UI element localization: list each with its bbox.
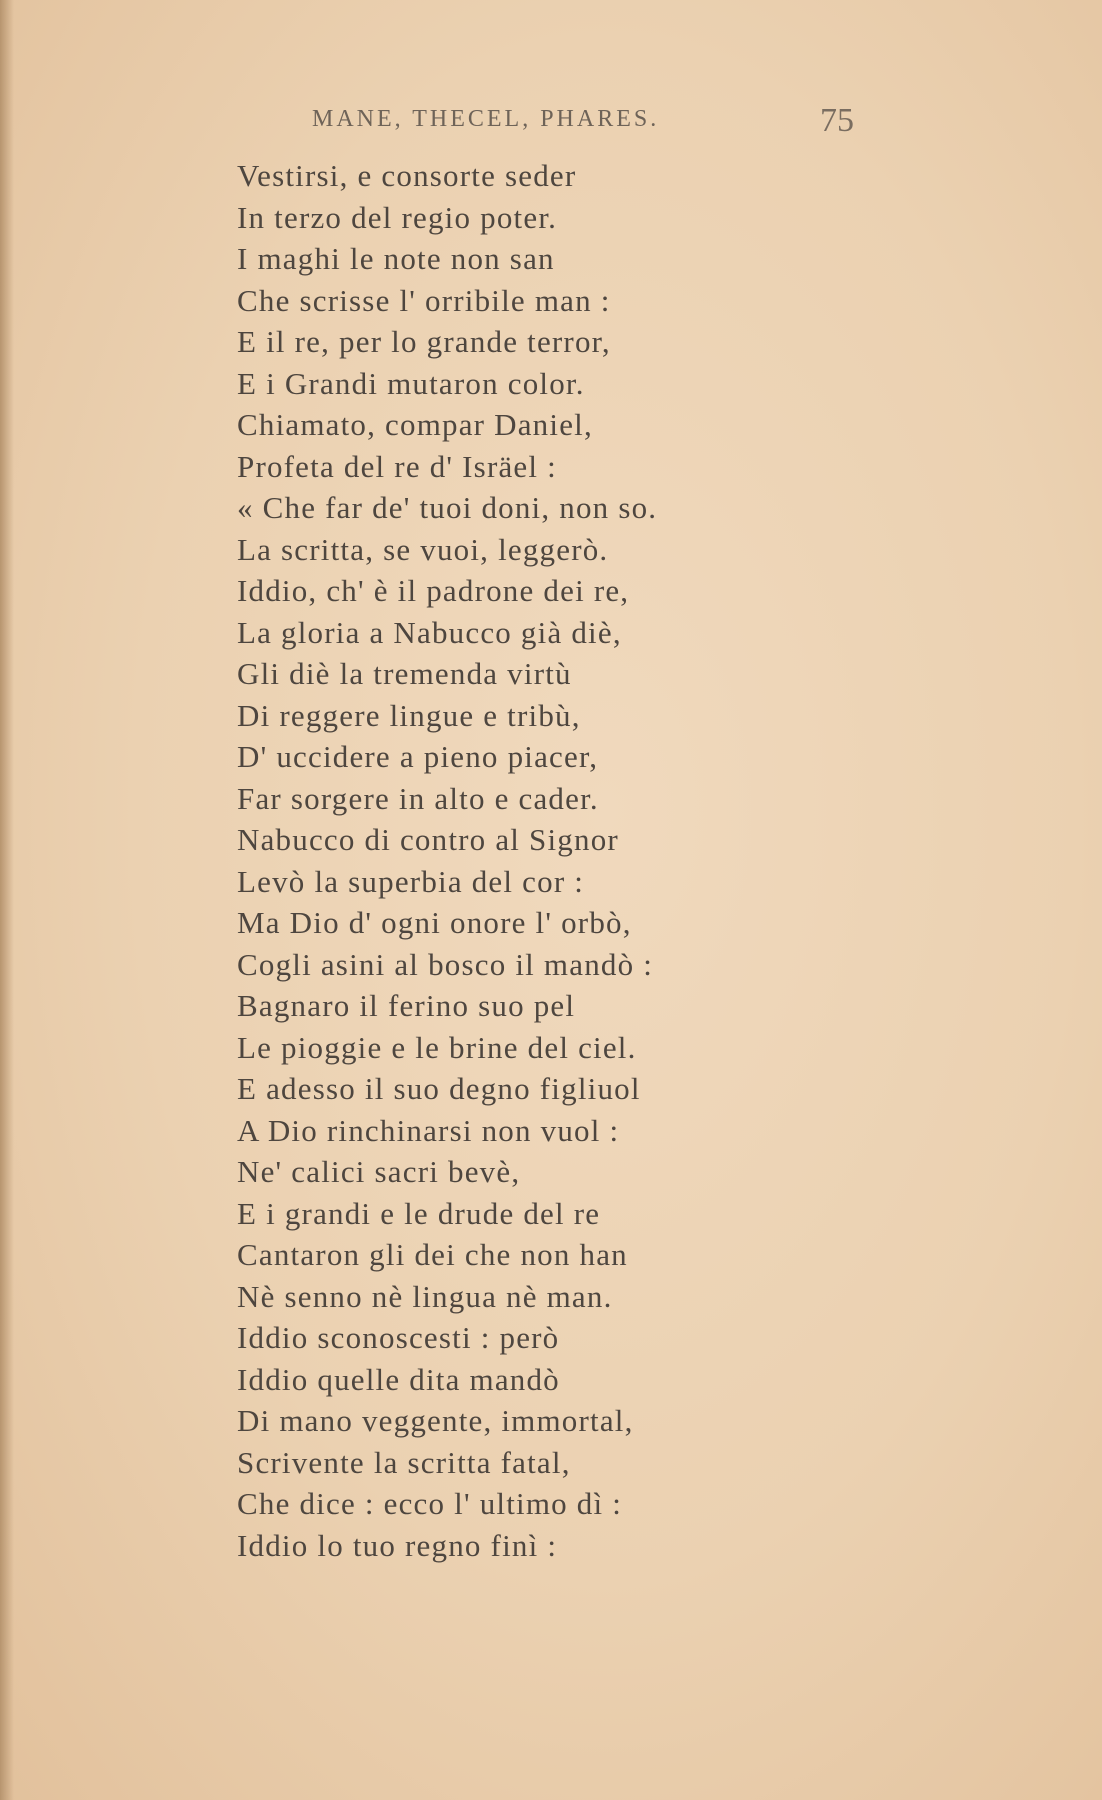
verse-line: Profeta del re d' Isräel : [237,448,557,484]
running-title: MANE, THECEL, PHARES. [312,106,660,132]
verse-line: E il re, per lo grande terror, [237,324,611,359]
verse-line: Le pioggie e le brine del ciel. [237,1029,637,1065]
spine-shadow [0,0,14,1800]
verse-line: Far sorgere in alto e cader. [237,780,599,816]
verse-line: Ne' calici sacri bevè, [237,1154,521,1189]
verse-line: Cantaron gli dei che non han [237,1237,628,1272]
verse-line: Che dice : ecco l' ultimo dì : [237,1486,623,1521]
poem-text [237,155,997,1566]
verse-line: D' uccidere a pieno piacer, [237,739,599,774]
verse-line: Iddio, ch' è il padrone dei re, [237,573,630,608]
verse-line: E i Grandi mutaron color. [237,365,585,401]
verse-line: Cogli asini al bosco il mandò : [237,946,654,982]
verse-line: A Dio rinchinarsi non vuol : [237,1112,620,1148]
verse-line: La scritta, se vuoi, leggerò. [237,531,609,567]
verse-line: Levò la superbia del cor : [237,863,585,899]
verse-line: E i grandi e le drude del re [237,1195,601,1231]
verse-line: « Che far de' tuoi doni, non so. [237,490,658,525]
verse-line: La gloria a Nabucco già diè, [237,614,622,650]
verse-line: Iddio lo tuo regno finì : [237,1527,558,1563]
verse-line: Nè senno nè lingua nè man. [237,1278,613,1314]
verse-line: Ma Dio d' ogni onore l' orbò, [237,905,632,940]
running-head [0,102,1102,142]
verse-line: Iddio sconoscesti : però [237,1320,560,1355]
page-number: 75 [820,102,854,139]
verse-line: I maghi le note non san [237,241,555,276]
verse-line: Bagnaro il ferino suo pel [237,988,576,1023]
verse-line: Di mano veggente, immortal, [237,1403,634,1438]
verse-line: Nabucco di contro al Signor [237,822,619,857]
verse-line: E adesso il suo degno figliuol [237,1071,641,1106]
verse-line: Vestirsi, e consorte seder [237,158,577,193]
verse-line: Che scrisse l' orribile man : [237,282,611,318]
verse-line: Scrivente la scritta fatal, [237,1444,571,1480]
verse-line: Di reggere lingue e tribù, [237,697,581,733]
verse-line: In terzo del regio poter. [237,199,558,235]
verse-line: Chiamato, compar Daniel, [237,407,593,442]
verse-line: Iddio quelle dita mandò [237,1361,560,1397]
verse-line: Gli diè la tremenda virtù [237,656,572,691]
